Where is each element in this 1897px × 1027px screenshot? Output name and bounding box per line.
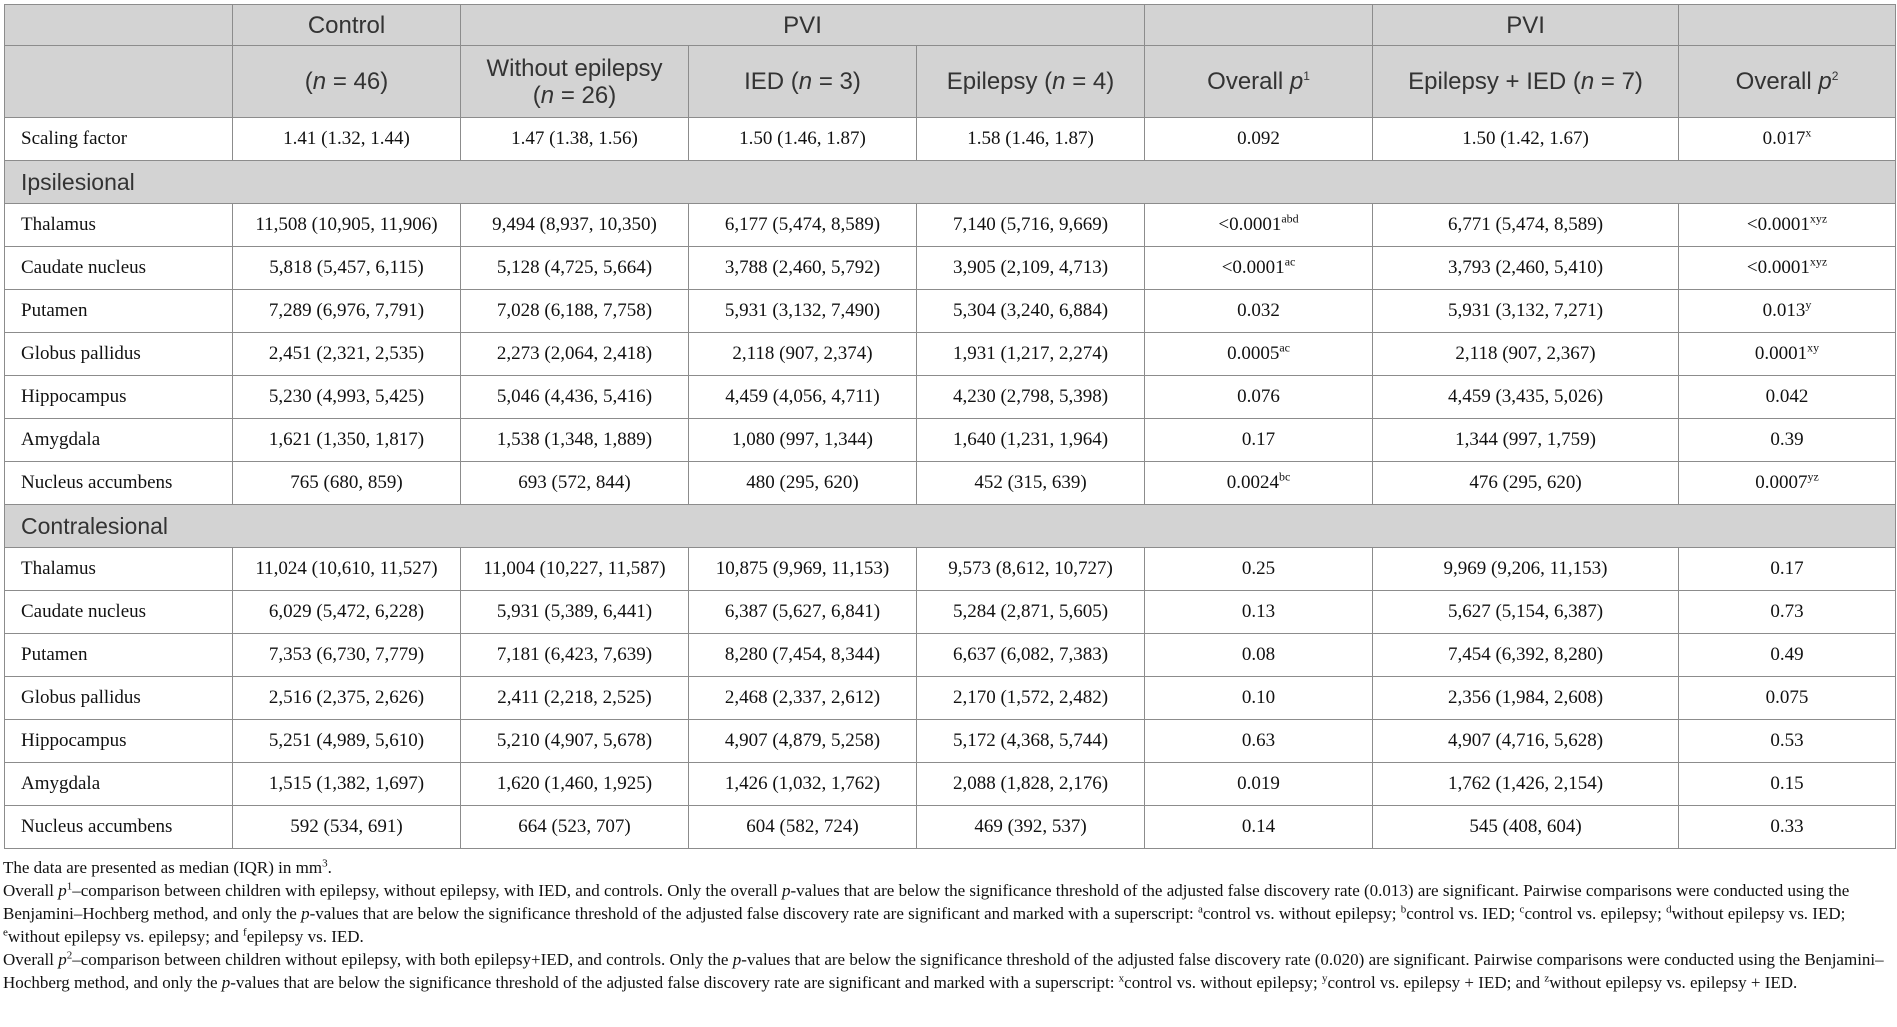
cell-overall-p2 xyxy=(1679,677,1896,720)
row-label: Scaling factor xyxy=(5,118,233,161)
cell-without-epilepsy: 5,931 (5,389, 6,441) xyxy=(461,591,689,634)
footnote-text: control vs. epilepsy; xyxy=(1524,904,1667,923)
cell-control: 2,516 (2,375, 2,626) xyxy=(233,677,461,720)
p-value: 0.73 xyxy=(1770,601,1804,622)
p-value: 0.08 xyxy=(1241,644,1276,665)
cell-without-epilepsy: 5,046 (4,436, 5,416) xyxy=(461,376,689,419)
footnote-units xyxy=(3,856,1893,879)
cell-ied: 4,907 (4,879, 5,258) xyxy=(689,720,917,763)
table-row xyxy=(5,548,1896,591)
significance-superscript: y xyxy=(1805,297,1812,312)
cell-overall-p2 xyxy=(1679,376,1896,419)
section-header-row xyxy=(5,505,1896,548)
cell-overall-p2 xyxy=(1679,548,1896,591)
n-variable: n xyxy=(1580,68,1595,95)
footnote-superscript: a xyxy=(1197,903,1203,916)
significance-superscript: abd xyxy=(1281,211,1299,226)
table-row xyxy=(5,720,1896,763)
significance-superscript: ac xyxy=(1279,340,1290,355)
cell-control: 1.41 (1.32, 1.44) xyxy=(233,118,461,161)
cell-without-epilepsy: 7,181 (6,423, 7,639) xyxy=(461,634,689,677)
p-value: 0.17 xyxy=(1241,429,1276,450)
cell-epilepsy: 7,140 (5,716, 9,669) xyxy=(917,204,1145,247)
significance-superscript: ac xyxy=(1284,254,1296,269)
p-value: 0.032 xyxy=(1237,300,1280,321)
cell-ied: 2,468 (2,337, 2,612) xyxy=(689,677,917,720)
cell-control: 7,289 (6,976, 7,791) xyxy=(233,290,461,333)
cell-epilepsy: 1,640 (1,231, 1,964) xyxy=(917,419,1145,462)
footnote-text: -values that are below the significance threshold of the adjusted false discovery rate (0.020) are significant. Pairwise comparisons were conducted using the Benjamini–Hochberg method, and only the xyxy=(3,950,1884,992)
significance-superscript: xy xyxy=(1807,340,1820,355)
p-value: 0.14 xyxy=(1241,816,1276,837)
column-title: IED ( xyxy=(744,68,799,95)
cell-overall-p1 xyxy=(1145,376,1373,419)
cell-epilepsy: 452 (315, 639) xyxy=(917,462,1145,505)
cell-overall-p1 xyxy=(1145,548,1373,591)
cell-control: 5,230 (4,993, 5,425) xyxy=(233,376,461,419)
footnote-text: without epilepsy vs. IED; xyxy=(1671,904,1846,923)
cell-epilepsy: 5,304 (3,240, 6,884) xyxy=(917,290,1145,333)
footnote-italic: p xyxy=(58,881,67,900)
footnote-superscript: 3 xyxy=(322,857,328,870)
footnote-text: Overall xyxy=(3,950,59,969)
footnote-text: control vs. without epilepsy; xyxy=(1124,973,1323,992)
cell-ied: 5,931 (3,132, 7,490) xyxy=(689,290,917,333)
footnote-superscript: x xyxy=(1118,972,1125,985)
cell-without-epilepsy: 1.47 (1.38, 1.56) xyxy=(461,118,689,161)
cell-ied: 1,426 (1,032, 1,762) xyxy=(689,763,917,806)
header-blank-2 xyxy=(1145,5,1373,46)
p-value: <0.0001 xyxy=(1218,214,1282,235)
n-value: = 7) xyxy=(1594,68,1643,95)
p-value: 0.075 xyxy=(1765,687,1809,708)
row-label: Caudate nucleus xyxy=(5,247,233,290)
p-value: 0.042 xyxy=(1765,386,1809,407)
row-label: Globus pallidus xyxy=(5,677,233,720)
footnote-text: The data are presented as median (IQR) in mm xyxy=(3,858,323,877)
cell-ied: 1,080 (997, 1,344) xyxy=(689,419,917,462)
footnote-superscript: 1 xyxy=(66,880,73,893)
cell-without-epilepsy: 11,004 (10,227, 11,587) xyxy=(461,548,689,591)
cell-overall-p2 xyxy=(1679,333,1896,376)
cell-ied: 8,280 (7,454, 8,344) xyxy=(689,634,917,677)
cell-epilepsy-ied: 1.50 (1.42, 1.67) xyxy=(1373,118,1679,161)
cell-without-epilepsy: 1,620 (1,460, 1,925) xyxy=(461,763,689,806)
p-value: 0.15 xyxy=(1770,773,1804,794)
p-value: 0.17 xyxy=(1770,558,1804,579)
footnote-superscript: f xyxy=(243,926,247,939)
header-without-epilepsy: Without epilepsy (n = 26) xyxy=(461,46,689,118)
footnote-text: Overall xyxy=(3,881,59,900)
significance-superscript: x xyxy=(1805,125,1812,140)
footnote-text: -values that are below the significance threshold of the adjusted false discovery rate (0.013) are significant. Pairwise comparisons were conducted using the Benjamini–Hochberg method, and only the xyxy=(3,881,1850,923)
cell-epilepsy: 2,088 (1,828, 2,176) xyxy=(917,763,1145,806)
cell-ied: 6,177 (5,474, 8,589) xyxy=(689,204,917,247)
table-body xyxy=(5,118,1896,849)
cell-ied: 10,875 (9,969, 11,153) xyxy=(689,548,917,591)
cell-epilepsy-ied: 3,793 (2,460, 5,410) xyxy=(1373,247,1679,290)
cell-overall-p2 xyxy=(1679,462,1896,505)
column-title: Overall xyxy=(1735,68,1819,95)
p-value: 0.0001 xyxy=(1754,343,1808,364)
cell-overall-p1: 0.092 xyxy=(1145,118,1373,161)
cell-epilepsy-ied: 545 (408, 604) xyxy=(1373,806,1679,849)
header-blank xyxy=(5,5,233,46)
header-blank-row2 xyxy=(5,46,233,118)
table-row xyxy=(5,462,1896,505)
table-row xyxy=(5,376,1896,419)
cell-overall-p1 xyxy=(1145,677,1373,720)
cell-epilepsy: 6,637 (6,082, 7,383) xyxy=(917,634,1145,677)
cell-overall-p2 xyxy=(1679,763,1896,806)
row-label: Hippocampus xyxy=(5,720,233,763)
significance-superscript: xyz xyxy=(1809,211,1828,226)
cell-epilepsy-ied: 2,118 (907, 2,367) xyxy=(1373,333,1679,376)
cell-epilepsy-ied: 1,344 (997, 1,759) xyxy=(1373,419,1679,462)
section-header-row xyxy=(5,161,1896,204)
cell-control: 11,024 (10,610, 11,527) xyxy=(233,548,461,591)
cell-overall-p1 xyxy=(1145,204,1373,247)
header-pvi-2: PVI xyxy=(1373,5,1679,46)
cell-without-epilepsy: 9,494 (8,937, 10,350) xyxy=(461,204,689,247)
header-epilepsy-ied xyxy=(1373,46,1679,118)
cell-epilepsy: 2,170 (1,572, 2,482) xyxy=(917,677,1145,720)
p-value: 0.63 xyxy=(1241,730,1276,751)
cell-epilepsy: 3,905 (2,109, 4,713) xyxy=(917,247,1145,290)
footnote-text: epilepsy vs. IED. xyxy=(246,927,364,946)
row-label: Nucleus accumbens xyxy=(5,462,233,505)
cell-overall-p2 xyxy=(1679,806,1896,849)
header-epilepsy xyxy=(917,46,1145,118)
column-title: Without epilepsy xyxy=(486,54,663,82)
cell-overall-p2 xyxy=(1679,419,1896,462)
n-variable: n xyxy=(540,81,555,109)
cell-epilepsy: 1.58 (1.46, 1.87) xyxy=(917,118,1145,161)
cell-ied: 1.50 (1.46, 1.87) xyxy=(689,118,917,161)
column-title: Overall xyxy=(1207,68,1290,95)
n-value: = 4) xyxy=(1065,68,1115,95)
cell-without-epilepsy: 5,210 (4,907, 5,678) xyxy=(461,720,689,763)
header-blank-3 xyxy=(1679,5,1896,46)
n-value: = 3) xyxy=(812,68,861,95)
p-value: 0.10 xyxy=(1241,687,1276,708)
cell-without-epilepsy: 664 (523, 707) xyxy=(461,806,689,849)
row-label: Amygdala xyxy=(5,763,233,806)
p-variable: p xyxy=(1818,68,1832,95)
p-value: 0.13 xyxy=(1241,601,1276,622)
cell-overall-p1 xyxy=(1145,634,1373,677)
cell-control: 1,621 (1,350, 1,817) xyxy=(233,419,461,462)
volume-table xyxy=(4,4,1896,849)
cell-epilepsy-ied: 1,762 (1,426, 2,154) xyxy=(1373,763,1679,806)
p-value: 0.33 xyxy=(1770,816,1804,837)
cell-ied: 6,387 (5,627, 6,841) xyxy=(689,591,917,634)
p-variable: p xyxy=(1289,68,1304,95)
header-row-1 xyxy=(5,5,1896,46)
row-label: Thalamus xyxy=(5,204,233,247)
cell-epilepsy-ied: 9,969 (9,206, 11,153) xyxy=(1373,548,1679,591)
row-label: Thalamus xyxy=(5,548,233,591)
p-value: 0.019 xyxy=(1237,773,1280,794)
cell-ied: 604 (582, 724) xyxy=(689,806,917,849)
cell-overall-p1 xyxy=(1145,290,1373,333)
column-title: Epilepsy + IED ( xyxy=(1408,68,1581,95)
footnote-superscript: y xyxy=(1322,972,1328,985)
cell-control: 5,251 (4,989, 5,610) xyxy=(233,720,461,763)
section-title: Ipsilesional xyxy=(5,161,1896,204)
row-label: Globus pallidus xyxy=(5,333,233,376)
p-superscript: 1 xyxy=(1303,69,1310,83)
cell-control: 5,818 (5,457, 6,115) xyxy=(233,247,461,290)
cell-overall-p2 xyxy=(1679,247,1896,290)
cell-epilepsy-ied: 476 (295, 620) xyxy=(1373,462,1679,505)
cell-without-epilepsy: 693 (572, 844) xyxy=(461,462,689,505)
column-title: Epilepsy ( xyxy=(946,68,1053,95)
cell-without-epilepsy: 1,538 (1,348, 1,889) xyxy=(461,419,689,462)
p-value: 0.013 xyxy=(1762,300,1806,321)
table-row xyxy=(5,591,1896,634)
header-control: Control xyxy=(233,5,461,46)
table-row xyxy=(5,634,1896,677)
significance-superscript: bc xyxy=(1278,469,1291,484)
n-variable: n xyxy=(312,68,327,95)
table-row xyxy=(5,290,1896,333)
cell-control: 765 (680, 859) xyxy=(233,462,461,505)
cell-overall-p1 xyxy=(1145,247,1373,290)
row-label: Hippocampus xyxy=(5,376,233,419)
cell-epilepsy-ied: 5,931 (3,132, 7,271) xyxy=(1373,290,1679,333)
cell-epilepsy-ied: 6,771 (5,474, 8,589) xyxy=(1373,204,1679,247)
n-variable: n xyxy=(798,68,813,95)
header-control-n: (n = 46) xyxy=(233,46,461,118)
cell-overall-p1 xyxy=(1145,763,1373,806)
cell-epilepsy: 9,573 (8,612, 10,727) xyxy=(917,548,1145,591)
cell-ied: 3,788 (2,460, 5,792) xyxy=(689,247,917,290)
header-row-2 xyxy=(5,46,1896,118)
table-row xyxy=(5,806,1896,849)
cell-control: 2,451 (2,321, 2,535) xyxy=(233,333,461,376)
footnote-text: –comparison between children with epilepsy, without epilepsy, with IED, and controls. Only the overall xyxy=(72,881,782,900)
cell-control: 11,508 (10,905, 11,906) xyxy=(233,204,461,247)
p-value: <0.0001 xyxy=(1746,257,1810,278)
row-label: Putamen xyxy=(5,290,233,333)
n-value: = 26) xyxy=(554,81,617,109)
table-row xyxy=(5,763,1896,806)
footnote-text: –comparison between children without epilepsy, with both epilepsy+IED, and controls. Only the xyxy=(72,950,733,969)
footnotes xyxy=(3,856,1893,994)
cell-epilepsy: 5,172 (4,368, 5,744) xyxy=(917,720,1145,763)
significance-superscript: yz xyxy=(1807,469,1819,484)
cell-ied: 2,118 (907, 2,374) xyxy=(689,333,917,376)
row-label: Caudate nucleus xyxy=(5,591,233,634)
cell-ied: 4,459 (4,056, 4,711) xyxy=(689,376,917,419)
table-row-scaling-factor xyxy=(5,118,1896,161)
header-pvi-1: PVI xyxy=(461,5,1145,46)
cell-ied: 480 (295, 620) xyxy=(689,462,917,505)
table-row xyxy=(5,204,1896,247)
table-row xyxy=(5,333,1896,376)
row-label: Putamen xyxy=(5,634,233,677)
footnote-text: -values that are below the significance threshold of the adjusted false discovery rate are significant and marked with a superscript: xyxy=(309,904,1198,923)
footnote-italic: p xyxy=(781,881,791,900)
cell-overall-p1 xyxy=(1145,591,1373,634)
cell-overall-p2 xyxy=(1679,634,1896,677)
p-value: 0.017 xyxy=(1762,128,1806,149)
footnote-text: without epilepsy vs. epilepsy; and xyxy=(7,927,244,946)
cell-epilepsy-ied: 7,454 (6,392, 8,280) xyxy=(1373,634,1679,677)
cell-control: 7,353 (6,730, 7,779) xyxy=(233,634,461,677)
table-row xyxy=(5,247,1896,290)
cell-epilepsy-ied: 2,356 (1,984, 2,608) xyxy=(1373,677,1679,720)
cell-overall-p1 xyxy=(1145,462,1373,505)
cell-control: 6,029 (5,472, 6,228) xyxy=(233,591,461,634)
table-row xyxy=(5,419,1896,462)
header-overall-p2 xyxy=(1679,46,1896,118)
p-value: <0.0001 xyxy=(1221,257,1285,278)
cell-epilepsy-ied: 4,459 (3,435, 5,026) xyxy=(1373,376,1679,419)
section-title: Contralesional xyxy=(5,505,1896,548)
cell-overall-p1 xyxy=(1145,333,1373,376)
table-row xyxy=(5,677,1896,720)
p-value: 0.39 xyxy=(1770,429,1804,450)
cell-overall-p2 xyxy=(1679,591,1896,634)
cell-overall-p1 xyxy=(1145,720,1373,763)
footnote-superscript: 2 xyxy=(66,949,73,962)
cell-overall-p1 xyxy=(1145,419,1373,462)
cell-epilepsy: 4,230 (2,798, 5,398) xyxy=(917,376,1145,419)
p-value: 0.53 xyxy=(1770,730,1804,751)
p-value: 0.0007 xyxy=(1755,472,1808,493)
cell-epilepsy: 5,284 (2,871, 5,605) xyxy=(917,591,1145,634)
p-value: <0.0001 xyxy=(1746,214,1810,235)
cell-control: 592 (534, 691) xyxy=(233,806,461,849)
row-label: Amygdala xyxy=(5,419,233,462)
footnote-text: . xyxy=(327,858,332,877)
cell-overall-p2 xyxy=(1679,290,1896,333)
p-value: 0.49 xyxy=(1770,644,1804,665)
cell-overall-p2 xyxy=(1679,118,1896,161)
footnote-overall-p2 xyxy=(3,948,1893,994)
cell-epilepsy: 1,931 (1,217, 2,274) xyxy=(917,333,1145,376)
footnote-italic: p xyxy=(301,904,310,923)
cell-without-epilepsy: 2,273 (2,064, 2,418) xyxy=(461,333,689,376)
p-value: 0.0005 xyxy=(1227,343,1280,364)
footnote-italic: p xyxy=(732,950,742,969)
footnote-superscript: z xyxy=(1544,972,1550,985)
significance-superscript: xyz xyxy=(1809,254,1828,269)
header-overall-p1 xyxy=(1145,46,1373,118)
header-ied xyxy=(689,46,917,118)
cell-without-epilepsy: 2,411 (2,218, 2,525) xyxy=(461,677,689,720)
footnote-text: control vs. IED; xyxy=(1406,904,1520,923)
p-value: 0.076 xyxy=(1237,386,1280,407)
footnote-text: without epilepsy vs. epilepsy + IED. xyxy=(1549,973,1798,992)
footnote-superscript: c xyxy=(1519,903,1525,916)
n-value: = 46) xyxy=(326,68,389,95)
row-label: Nucleus accumbens xyxy=(5,806,233,849)
cell-epilepsy: 469 (392, 537) xyxy=(917,806,1145,849)
footnote-text: -values that are below the significance threshold of the adjusted false discovery rate are significant and marked with a superscript: xyxy=(230,973,1119,992)
p-value: 0.0024 xyxy=(1226,472,1279,493)
cell-overall-p2 xyxy=(1679,204,1896,247)
p-value: 0.25 xyxy=(1241,558,1276,579)
cell-overall-p2 xyxy=(1679,720,1896,763)
cell-without-epilepsy: 7,028 (6,188, 7,758) xyxy=(461,290,689,333)
cell-epilepsy-ied: 5,627 (5,154, 6,387) xyxy=(1373,591,1679,634)
footnote-superscript: d xyxy=(1666,903,1672,916)
cell-overall-p1 xyxy=(1145,806,1373,849)
footnote-italic: p xyxy=(58,950,67,969)
footnote-text: control vs. epilepsy + IED; and xyxy=(1327,973,1545,992)
p-superscript: 2 xyxy=(1831,69,1839,83)
footnote-superscript: b xyxy=(1400,903,1407,916)
cell-without-epilepsy: 5,128 (4,725, 5,664) xyxy=(461,247,689,290)
footnote-text: control vs. without epilepsy; xyxy=(1202,904,1401,923)
footnote-italic: p xyxy=(221,973,231,992)
footnote-superscript: e xyxy=(3,926,8,939)
cell-epilepsy-ied: 4,907 (4,716, 5,628) xyxy=(1373,720,1679,763)
footnote-overall-p1 xyxy=(3,879,1893,948)
cell-control: 1,515 (1,382, 1,697) xyxy=(233,763,461,806)
n-variable: n xyxy=(1052,68,1066,95)
